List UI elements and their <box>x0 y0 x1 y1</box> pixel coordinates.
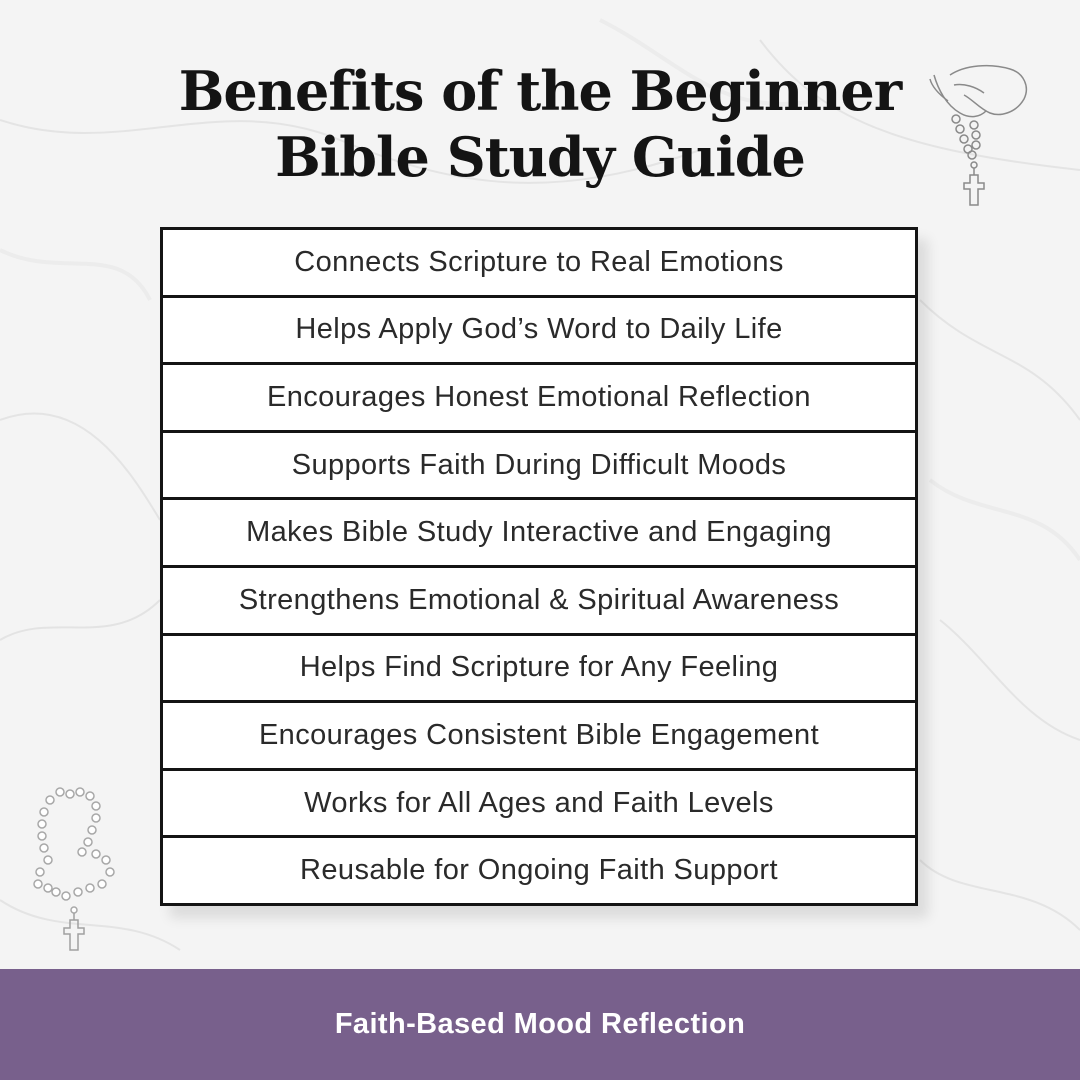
title-line-2: Bible Study Guide <box>275 125 805 189</box>
page-title <box>0 58 1080 190</box>
footer-text: Faith-Based Mood Reflection <box>334 1008 746 1040</box>
title-line-1: Benefits of the Beginner <box>178 59 902 123</box>
benefit-row: Strengthens Emotional & Spiritual Awareness <box>163 568 915 636</box>
benefit-row: Supports Faith During Difficult Moods <box>163 433 915 501</box>
benefit-row: Makes Bible Study Interactive and Engaging <box>163 500 915 568</box>
benefit-row: Helps Find Scripture for Any Feeling <box>163 636 915 704</box>
benefit-row: Helps Apply God’s Word to Daily Life <box>163 298 915 366</box>
benefit-row: Works for All Ages and Faith Levels <box>163 771 915 839</box>
benefit-row: Encourages Consistent Bible Engagement <box>163 703 915 771</box>
benefit-row: Reusable for Ongoing Faith Support <box>300 854 778 887</box>
rosary-beads-icon <box>20 780 130 960</box>
benefit-row: Connects Scripture to Real Emotions <box>163 230 915 298</box>
benefit-row: Encourages Honest Emotional Reflection <box>163 365 915 433</box>
benefits-table <box>160 227 918 906</box>
footer-band <box>0 969 1080 1080</box>
